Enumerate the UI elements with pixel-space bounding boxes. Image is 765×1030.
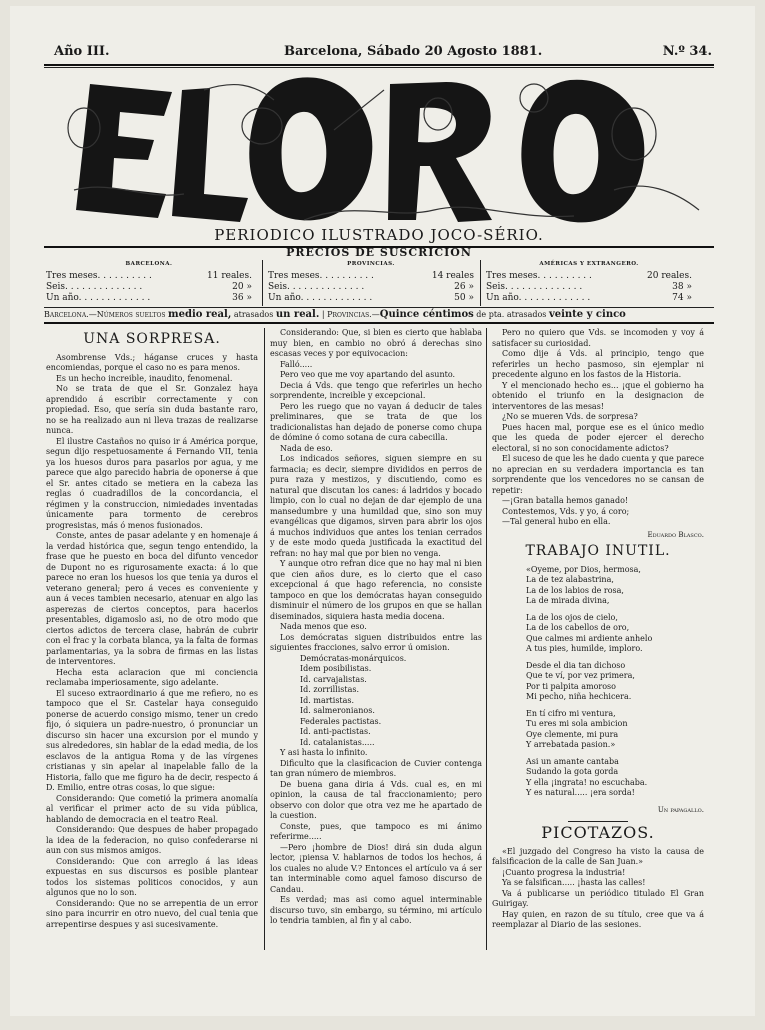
paragraph: El suceso de que les he dado cuenta y que parece no aprecian en su verdadera importancia es tan sorprendente que los vencedores no se cansan de repetir: <box>492 454 704 495</box>
paragraph: Considerando: Que cometió la primera anomalía al verificar el primer acto de su vida pública, hablando de democracia en el teatro Real. <box>46 793 258 824</box>
paragraph: Los demócratas siguen distribuidos entre las siguientes fracciones, salvo error ú omision. <box>270 632 482 652</box>
body-rule <box>44 322 714 324</box>
paragraph: Hecha esta aclaracion que mi conciencia reclamaba imperiosamente, sigo adelante. <box>46 667 258 687</box>
year-label: Año III. <box>54 44 110 59</box>
paragraph: Pero veo que me voy apartando del asunto. <box>280 370 456 379</box>
poem-line: Por ti palpita amoroso <box>526 681 616 691</box>
precios-title: PRECIOS DE SUSCRICION <box>286 246 472 259</box>
issue-header <box>44 44 716 62</box>
poem-line: «Oyeme, por Dios, hermosa, <box>526 564 641 574</box>
signature: Eduardo Blasco. <box>647 530 704 539</box>
precios-provincias <box>268 261 474 304</box>
list-item: Id. carvajalistas. <box>300 674 367 684</box>
paragraph: «El juzgado del Congreso ha visto la causa de falsificacion de la calle de San Juan.» <box>492 846 704 866</box>
paragraph: Considerando: Que, si bien es cierto que hablaba muy bien, en cambio no obró á derechas sino escasas veces y por equivocacion: <box>270 328 482 358</box>
poem-line: En tí cifro mi ventura, <box>526 708 616 718</box>
paragraph: El ilustre Castaños no quiso ir á América porque, segun dijo respetuosamente á Fernando VII, tenia ya los huesos duros para pasarlos por agua, y me parece que algo parecido habria de oponerse á que el Sr. antes citado se metiera en la cabeza las reglas ó cuadradillos de la concordancia, el régimen y la construccion, nimiedades inventadas únicamente para tormento de cerebros progresistas, más ó menos fusionados. <box>46 436 258 530</box>
poem-line: Tu eres mi sola ambicion <box>526 719 628 728</box>
poem-line: Asi un amante cantaba <box>526 756 619 766</box>
poem <box>492 565 704 799</box>
list-item: Idem posibilistas. <box>300 664 372 673</box>
paragraph: Los indicados señores, siguen siempre en su farmacia; es decir, siempre divididos en perros de pura raza y mestizos, y discutiendo, como es natural que discutan los canes: á ladridos y bocado limpio, con lo cual no dejan de dar ejemplo de una mansedumbre y una humildad que, sino son muy evangélicas que digamos, sirven para abrir los ojos á muchos individuos que antes los tenian cerrados y de este modo queda justificada la exactitud del refran: no hay mal que por bien no venga. <box>270 454 482 558</box>
precios-barcelona <box>46 261 252 304</box>
poem-line: La de tez alabastrina, <box>526 575 614 584</box>
precios-rule-bottom <box>44 307 714 308</box>
header-rule-thin <box>44 67 714 68</box>
paragraph: Conste, pues, que tampoco es mi ánimo referirme..... <box>270 821 482 841</box>
precios-heading: AMÉRICAS Y EXTRANGERO. <box>539 261 639 267</box>
poem-title: TRABAJO INUTIL. <box>525 543 671 559</box>
precios-row: Un año. . . . . . . . . . . . . 50 » <box>268 293 474 303</box>
price-notice: Barcelona.—Números sueltos medio real, atrasados un real. | Provincias.—Quince céntimos de pta. atrasados veinte y cinco <box>44 309 626 320</box>
paragraph: Considerando: Que con arreglo á las ideas expuestas en sus discursos es posible plantear todos los sistemas politicos conocidos, y aun algunos que no lo son. <box>46 856 258 897</box>
faction-list <box>270 654 482 749</box>
poem-line: Oye clemente, mi pura <box>526 729 619 739</box>
paragraph: —¡Gran batalla hemos ganado! <box>502 496 629 505</box>
precios-row: Tres meses. . . . . . . . . . 20 reales. <box>486 271 692 281</box>
paragraph: Y el mencionado hecho es... ¡que el gobierno ha obtenido el triunfo en la designacion de interventores de las mesas! <box>492 380 704 411</box>
list-item: Id. anti-pactistas. <box>300 727 371 736</box>
paragraph: Y asi hasta lo infinito. <box>280 748 368 757</box>
paragraph: Pues hacen mal, porque ese es el único medio que les queda de poder ejercer el derecho electoral, si no son conocidamente adictos? <box>492 422 704 453</box>
poem-line: Mi pecho, niña hechicera. <box>526 692 632 701</box>
paragraph: Es un hecho increible, inaudito, fenomenal. <box>56 373 233 383</box>
paragraph: —Tal general hubo en ella. <box>502 517 611 526</box>
stanza <box>492 757 704 799</box>
paragraph: Es verdad; mas asi como aquel interminable discurso tuvo, sin embargo, su término, mi artículo lo tendria tambien, al fin y al cabo. <box>270 895 482 925</box>
date-label: Barcelona, Sábado 20 Agosto 1881. <box>284 44 543 59</box>
paragraph: Nada de eso. <box>280 443 333 453</box>
paragraph: Nada menos que eso. <box>280 622 367 631</box>
precios-row: Tres meses. . . . . . . . . . 14 reales <box>268 271 474 281</box>
newspaper-page <box>10 6 755 1016</box>
poem-line: Y es natural..... ¡era sorda! <box>526 788 635 797</box>
paragraph: ¡Cuanto progresa la industria! <box>502 867 626 877</box>
column-middle <box>270 328 482 927</box>
paragraph: Como dije á Vds. al principio, tengo que referirles un hecho pasmoso, sin ejemplar ni precedente alguno en los fastos de la Historia. <box>492 349 704 379</box>
paragraph: Considerando: Que no se arrepentia de un error sino para incurrir en otro nuevo, del cual tenia que arrepentirse despues y asi sucesivamente. <box>46 898 258 929</box>
article-title: UNA SORPRESA. <box>83 331 221 347</box>
list-item: Demócratas-monárquicos. <box>300 653 407 663</box>
paragraph: Y aunque otro refran dice que no hay mal ni bien que cien años dure, es lo cierto que el caso excepcional á que hago referencia, no consiste tampoco en que los demócratas hayan conseguido disminuir el número de los grupos en que se hallan diseminados, siquiera hasta media docena. <box>270 559 482 621</box>
precios-heading: PROVINCIAS. <box>347 261 395 267</box>
column-divider <box>262 260 263 306</box>
stanza <box>492 709 704 751</box>
column-right <box>492 328 704 931</box>
paragraph: No se trata de que el Sr. Gonzalez haya aprendido á escribir correctamente y con propiedad. Eso, que sería sin duda bastante raro, no se ha realizado aun ni lleva trazas de realizarse nunca. <box>46 384 258 435</box>
poem-line: Sudando la gota gorda <box>526 767 619 776</box>
list-item: Federales pactistas. <box>300 716 382 726</box>
poem-line: Desde el dia tan dichoso <box>526 660 626 670</box>
paragraph: Hay quien, en razon de su título, cree que va á reemplazar al Diario de las sesiones. <box>492 909 704 929</box>
paragraph: Falló..... <box>280 359 313 369</box>
paragraph: Va á publicarse un periódico titulado El Gran Guirigay. <box>492 888 704 908</box>
stanza <box>492 613 704 655</box>
list-item: Id. zorrillistas. <box>300 685 360 694</box>
paragraph: Ya se falsifican..... ¡hasta las calles! <box>502 878 646 887</box>
column-divider <box>264 328 265 950</box>
poem-line: La de los labios de rosa, <box>526 585 624 595</box>
list-item: Id. catalanistas..... <box>300 737 375 747</box>
paragraph: Pero les ruego que no vayan á deducir de tales preliminares, que se trata de que los tradicionalistas han dejado de ponerse como chupa de dómine ó como sotana de cura cabecilla. <box>270 401 482 442</box>
paragraph: Conste, antes de pasar adelante y en homenaje á la verdad histórica que, segun tengo entendido, la frase que he puesto en boca del difunto vencedor de Dupont no es rigurosamente exacta: á lo que parece no eran los huesos los que tenia ya duros el veterano general; pero á veces es conveniente y aun á veces tambien necesario, atenuar en algo las asperezas de ciertos conceptos, para hacerlos presentables, digamoslo asi, no de otro modo que ciertos adictos de tercera clase, habrán de cubrir con el frac y la corbata blanca, ya la falta de formas parlamentarias, ya la sobra de firmas en las listas de interventores. <box>46 531 258 666</box>
precios-row: Seis. . . . . . . . . . . . . . 26 » <box>268 282 474 292</box>
paragraph: Decia á Vds. que tengo que referirles un hecho sorprendente, increible y excepcional. <box>270 380 482 400</box>
precios-row: Seis. . . . . . . . . . . . . . 20 » <box>46 282 252 292</box>
header-rule <box>44 64 714 66</box>
paragraph: De buena gana diria á Vds. cual es, en mi opinion, la causa de tal fraccionamiento; pero observo con dolor que otra vez me he apartado de la cuestion. <box>270 779 482 820</box>
paragraph: El suceso extraordinario á que me refiero, no es tampoco que el Sr. Castelar haya conseguido ponerse de acuerdo consigo mismo, tener un credo fijo, ó siquiera un padre-nuestro, ó pronunciar un discurso sin hacer una excursion por el mundo y sus alrededores, sin hablar de la edad media, de los esclavos de la antigua Roma y de las vírgenes cristianas y sin apelar al inapelable fallo de la Historia, fallo que me figuro ha de decir, respecto á D. Emilio, entre otras cosas, lo que sigue: <box>46 688 258 792</box>
poem-line: La de los ojos de cielo, <box>526 612 618 622</box>
stanza <box>492 661 704 703</box>
list-item: Id. martistas. <box>300 695 355 705</box>
signature: Un papagallo. <box>657 805 704 814</box>
paragraph: —Pero ¡hombre de Dios! dirá sin duda algun lector, ¡piensa V. hablarnos de todos los hechos, á los cuales no alude V.? Entonces el artículo va á ser tan interminable como aquel famoso discurso de Candau. <box>270 842 482 894</box>
masthead-illustration <box>54 70 704 230</box>
precios-extranjero <box>486 261 692 304</box>
paragraph: Pero no quiero que Vds. se incomoden y voy á satisfacer su curiosidad. <box>492 328 704 348</box>
paragraph: Considerando: Que despues de haber propagado la idea de la federacion, no quiso confederarse ni aun con sus mismos amigos. <box>46 825 258 855</box>
paragraph: Dificulto que la clasificacion de Cuvier contenga tan gran número de miembros. <box>270 758 482 778</box>
poem-line: A tus pies, humilde, imploro. <box>526 644 643 653</box>
section-title: PICOTAZOS. <box>541 823 655 842</box>
separator-rule <box>568 821 628 822</box>
issue-number: N.º 34. <box>662 44 712 59</box>
paragraph: Asombrense Vds.; háganse cruces y hasta encomiendas, porque el caso no es para menos. <box>46 352 258 372</box>
column-una-sorpresa <box>46 328 258 930</box>
stanza <box>492 565 704 607</box>
precios-row: Tres meses. . . . . . . . . . 11 reales. <box>46 271 252 281</box>
column-divider <box>480 260 481 306</box>
poem-line: Que te ví, por vez primera, <box>526 671 635 680</box>
poem-line: Y arrebatada pasion.» <box>526 740 616 749</box>
list-item: Id. salmeronianos. <box>300 706 375 715</box>
precios-row: Seis. . . . . . . . . . . . . . 38 » <box>486 282 692 292</box>
column-divider <box>486 328 487 950</box>
poem-line: Que calmes mi ardiente anhelo <box>526 633 653 643</box>
paragraph: Contestemos, Vds. y yo, á coro; <box>502 506 630 516</box>
masthead-subtitle: PERIODICO ILUSTRADO JOCO-SÉRIO. <box>214 226 544 244</box>
poem-line: La de mirada divina, <box>526 596 610 605</box>
precios-row: Un año. . . . . . . . . . . . . 74 » <box>486 293 692 303</box>
poem-line: La de los cabellos de oro, <box>526 623 630 632</box>
poem-line: Y ella ¡ingrata! no escuchaba. <box>526 777 648 787</box>
precios-heading: BARCELONA. <box>125 261 173 267</box>
precios-row: Un año. . . . . . . . . . . . . 36 » <box>46 293 252 303</box>
paragraph: ¿No se mueren Vds. de sorpresa? <box>502 412 638 421</box>
